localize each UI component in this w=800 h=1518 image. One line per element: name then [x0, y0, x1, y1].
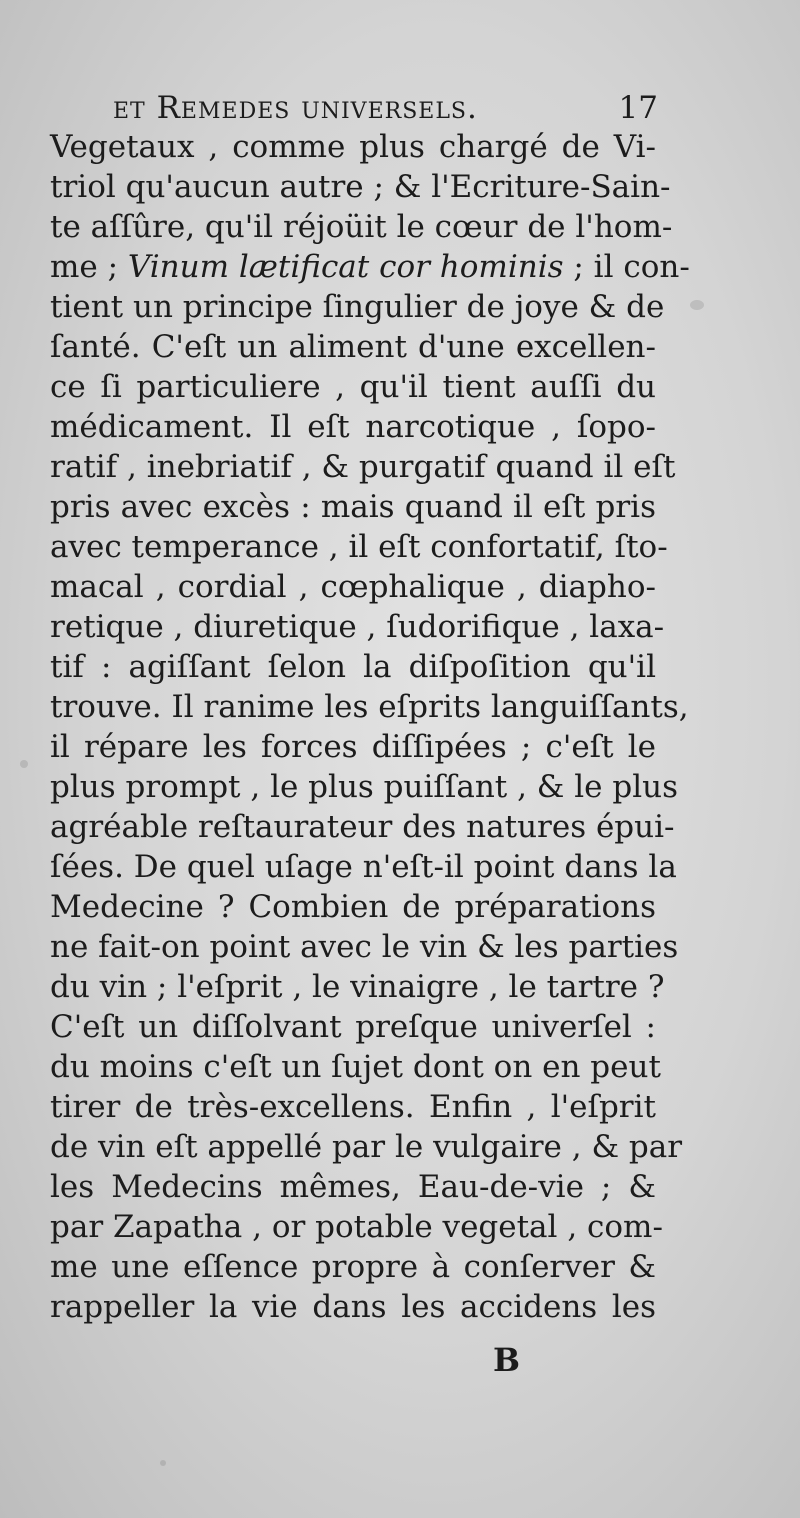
text-line: Vegetaux , comme plus chargé de Vi-: [50, 129, 656, 165]
text-line: pris avec excès : mais quand il eſt pris: [50, 489, 656, 525]
page-header: [113, 88, 658, 128]
text-line: rappeller la vie dans les accidens les: [50, 1289, 656, 1325]
text-line: tif : agiſſant ſelon la diſpoſition qu'il: [50, 649, 656, 685]
text-line: médicament. Il eſt narcotique , ſopo-: [50, 409, 656, 445]
text-line: il répare les forces diſſipées ; c'eſt le: [50, 729, 656, 765]
text-line: ratif , inebriatif , & purgatif quand il eſt: [50, 449, 676, 485]
body-text: [50, 128, 690, 1328]
text-line: trouve. Il ranime les eſprits languiſſants,: [50, 689, 689, 725]
page-number: 17: [618, 90, 658, 126]
text-fragment: me ;: [50, 249, 128, 285]
text-fragment: ; il con-: [563, 249, 690, 285]
text-line: me une eſſence propre à conſerver &: [50, 1249, 656, 1285]
text-line: les Medecins mêmes, Eau-de-vie ; &: [50, 1169, 656, 1205]
paper-blemish: [20, 760, 28, 768]
text-line: tirer de très-excellens. Enfin , l'eſprit: [50, 1089, 656, 1125]
text-line: tient un principe ſingulier de joye & de: [50, 289, 665, 325]
text-line: ce ſi particuliere , qu'il tient auſſi du: [50, 369, 656, 405]
text-line: ſées. De quel uſage n'eſt-il point dans la: [50, 849, 677, 885]
text-line: du moins c'eſt un ſujet dont on en peut: [50, 1049, 661, 1085]
running-title: et Remedes universels.: [113, 90, 478, 126]
text-line: avec temperance , il eſt confortatif, ſto-: [50, 529, 668, 565]
text-line: de vin eſt appellé par le vulgaire , & par: [50, 1129, 683, 1165]
paper-blemish: [690, 300, 704, 310]
text-line: agréable reſtaurateur des natures épui-: [50, 809, 675, 845]
text-line: du vin ; l'eſprit , le vinaigre , le tartre ?: [50, 969, 665, 1005]
signature-mark: B: [493, 1341, 521, 1379]
text-line: triol qu'aucun autre ; & l'Ecriture-Sain-: [50, 169, 671, 205]
text-line: par Zapatha , or potable vegetal , com-: [50, 1209, 663, 1245]
text-line: retique , diuretique , ſudorifique , laxa-: [50, 609, 665, 645]
text-line: plus prompt , le plus puiſſant , & le plus: [50, 769, 679, 805]
text-line: macal , cordial , cœphalique , diapho-: [50, 569, 656, 605]
paper-blemish: [160, 1460, 166, 1466]
text-line: C'eſt un diſſolvant preſque univerſel :: [50, 1009, 656, 1045]
text-line-with-latin-quote: [50, 248, 690, 287]
text-line: ſanté. C'eſt un aliment d'une excellen-: [50, 329, 656, 365]
text-line: te aſſûre, qu'il réjoüit le cœur de l'hom-: [50, 209, 673, 245]
text-line: ne fait-on point avec le vin & les parties: [50, 929, 679, 965]
text-line: Medecine ? Combien de préparations: [50, 889, 656, 925]
latin-quote: Vinum lætificat cor hominis: [127, 249, 564, 285]
